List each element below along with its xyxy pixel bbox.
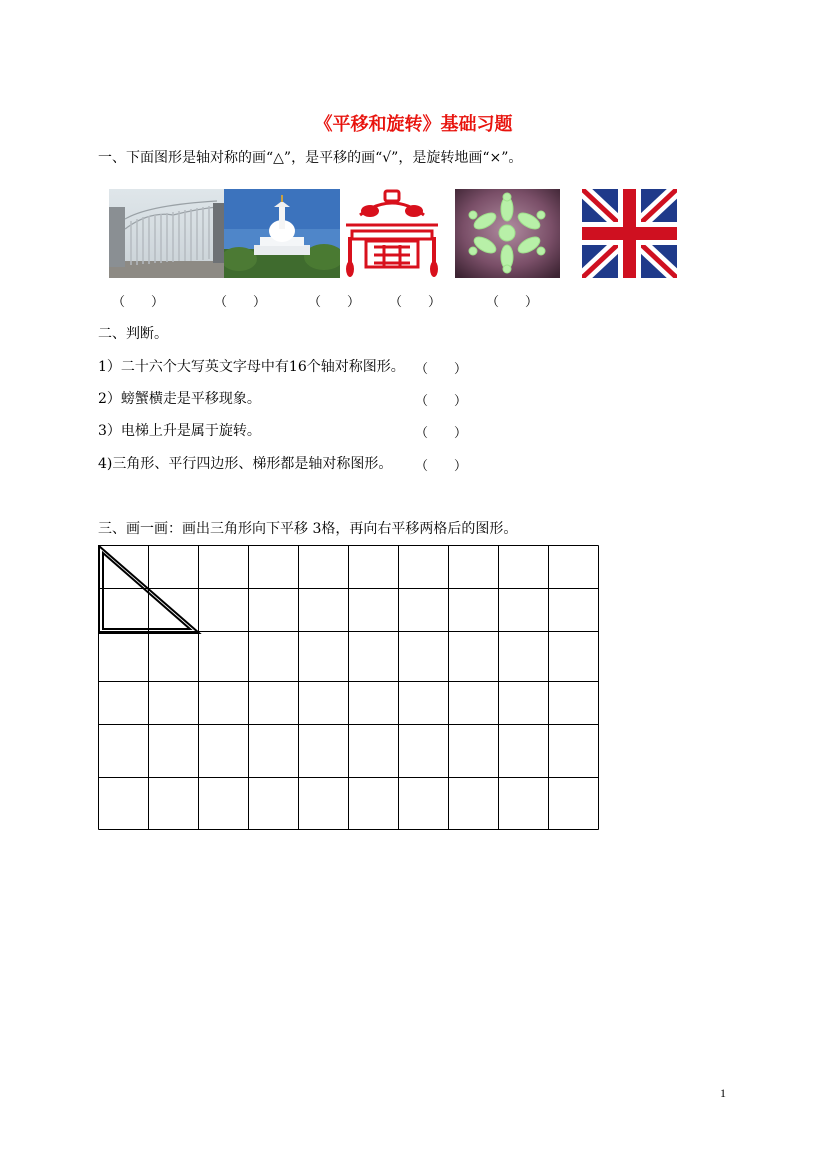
judgment-blank-2[interactable]: （ ）	[415, 394, 468, 409]
answer-blank-2[interactable]: （ ）	[214, 295, 267, 310]
paper-cut-double-happiness-image	[340, 189, 445, 278]
white-pagoda-image	[224, 189, 340, 278]
page-number: 1	[720, 1086, 726, 1100]
question-3-heading: 三、画一画：画出三角形向下平移 3格，再向右平移两格后的图形。	[98, 521, 518, 537]
answer-blank-3[interactable]: （ ）	[308, 295, 361, 310]
question-2-heading: 二、判断。	[98, 326, 168, 342]
judgment-item-2: 2）螃蟹横走是平移现象。	[98, 391, 261, 407]
question-1-prompt: 一、下面图形是轴对称的画“△”，是平移的画“√”，是旋转地画“×”。	[98, 150, 523, 166]
drawing-grid[interactable]	[98, 545, 600, 831]
union-jack-flag-image	[582, 189, 677, 278]
judgment-blank-1[interactable]: （ ）	[415, 362, 468, 377]
answer-blank-4[interactable]: （ ）	[389, 295, 442, 310]
answer-blank-5[interactable]: （ ）	[486, 295, 539, 310]
judgment-blank-3[interactable]: （ ）	[415, 426, 468, 441]
answer-blank-1[interactable]: （ ）	[112, 295, 165, 310]
gate-image	[109, 189, 224, 278]
snowflake-paper-cut-image	[455, 189, 560, 278]
page-title: 《平移和旋转》基础习题	[314, 114, 513, 135]
judgment-blank-4[interactable]: （ ）	[415, 459, 468, 474]
judgment-item-4: 4)三角形、平行四边形、梯形都是轴对称图形。	[98, 456, 393, 472]
judgment-item-3: 3）电梯上升是属于旋转。	[98, 423, 261, 439]
judgment-item-1: 1）二十六个大写英文字母中有16个轴对称图形。	[98, 359, 405, 375]
